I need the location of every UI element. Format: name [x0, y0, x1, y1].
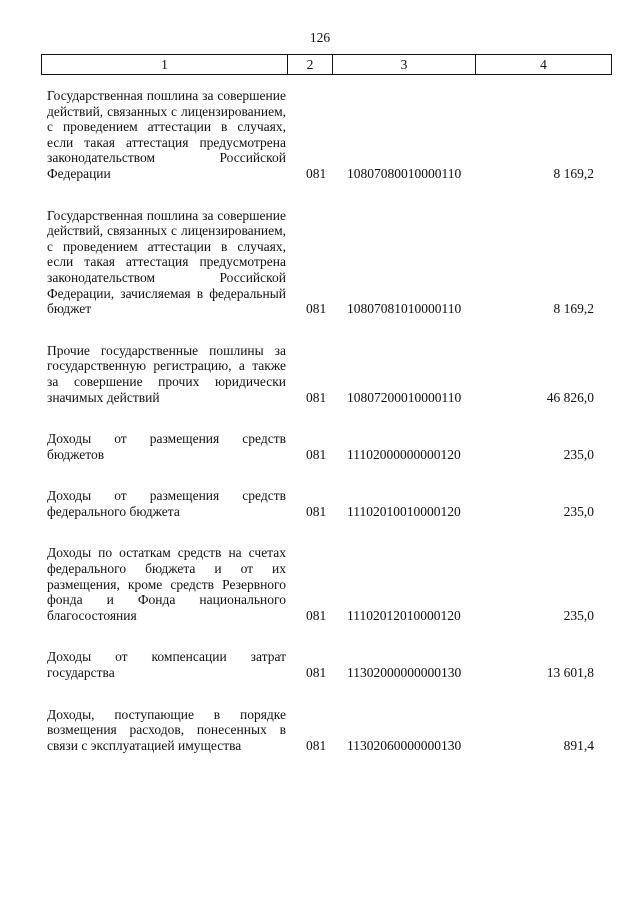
row-amount: 235,0: [563, 503, 594, 519]
row-amount: 46 826,0: [546, 389, 594, 405]
row-name: Доходы от размещения средств федерального бюджета: [47, 488, 286, 519]
row-classification-code: 11102000000000120: [347, 446, 461, 462]
column-header-1: 1: [42, 55, 288, 75]
row-name: Прочие государственные пошлины за государственную регистрацию, а также за совершение прочих юридически значимых действий: [47, 342, 286, 405]
row-classification-code: 10807080010000110: [347, 165, 462, 181]
page-number: 126: [309, 30, 331, 45]
row-classification-code: 11302000000000130: [347, 665, 462, 681]
row-name: Доходы от размещения средств бюджетов: [47, 431, 286, 462]
row-amount: 13 601,8: [546, 665, 594, 681]
table-row: [0, 431, 640, 462]
row-name: Государственная пошлина за совершение действий, связанных с лицензированием, с проведением аттестации в случаях, если такая аттестация предусмотрена законодательством Российской Федерации, зачисляемая в федеральный бюджет: [47, 207, 286, 317]
row-classification-code: 10807081010000110: [347, 301, 462, 317]
row-classification-code: 11102012010000120: [347, 607, 461, 623]
row-name: Доходы от компенсации затрат государства: [47, 649, 286, 681]
row-admin-code: 081: [306, 301, 327, 317]
table-row: [0, 488, 640, 519]
row-name: Государственная пошлина за совершение действий, связанных с лицензированием, с проведением аттестации в случаях, если такая аттестация предусмотрена законодательством Российской Федерации: [47, 88, 286, 181]
column-header-row: [42, 55, 612, 75]
column-header-2: 2: [288, 55, 333, 75]
row-admin-code: 081: [306, 503, 327, 519]
row-classification-code: 11102010010000120: [347, 503, 461, 519]
table-row: [0, 707, 640, 754]
row-admin-code: 081: [306, 737, 327, 753]
row-admin-code: 081: [306, 389, 327, 405]
table-row: [0, 649, 640, 680]
table-row: [0, 343, 640, 405]
row-admin-code: 081: [306, 446, 327, 462]
row-admin-code: 081: [306, 607, 327, 623]
row-amount: 235,0: [563, 446, 594, 462]
row-admin-code: 081: [306, 165, 327, 181]
revenue-rows: [0, 88, 640, 779]
row-name: Доходы, поступающие в порядке возмещения расходов, понесенных в связи с эксплуатацией имущества: [47, 706, 286, 753]
row-amount: 8 169,2: [553, 301, 594, 317]
row-amount: 891,4: [563, 737, 594, 753]
column-header-3: 3: [333, 55, 476, 75]
row-amount: 235,0: [563, 607, 594, 623]
row-classification-code: 10807200010000110: [347, 389, 462, 405]
row-classification-code: 11302060000000130: [347, 737, 462, 753]
table-row: [0, 88, 640, 182]
column-header-4: 4: [476, 55, 612, 75]
row-admin-code: 081: [306, 665, 327, 681]
row-name: Доходы по остаткам средств на счетах федерального бюджета и от их размещения, кроме средств Резервного фонда и Фонда национального благосостояния: [47, 545, 286, 623]
table-row: [0, 545, 640, 623]
table-row: [0, 208, 640, 317]
column-header-table: [41, 54, 612, 75]
row-amount: 8 169,2: [553, 165, 594, 181]
